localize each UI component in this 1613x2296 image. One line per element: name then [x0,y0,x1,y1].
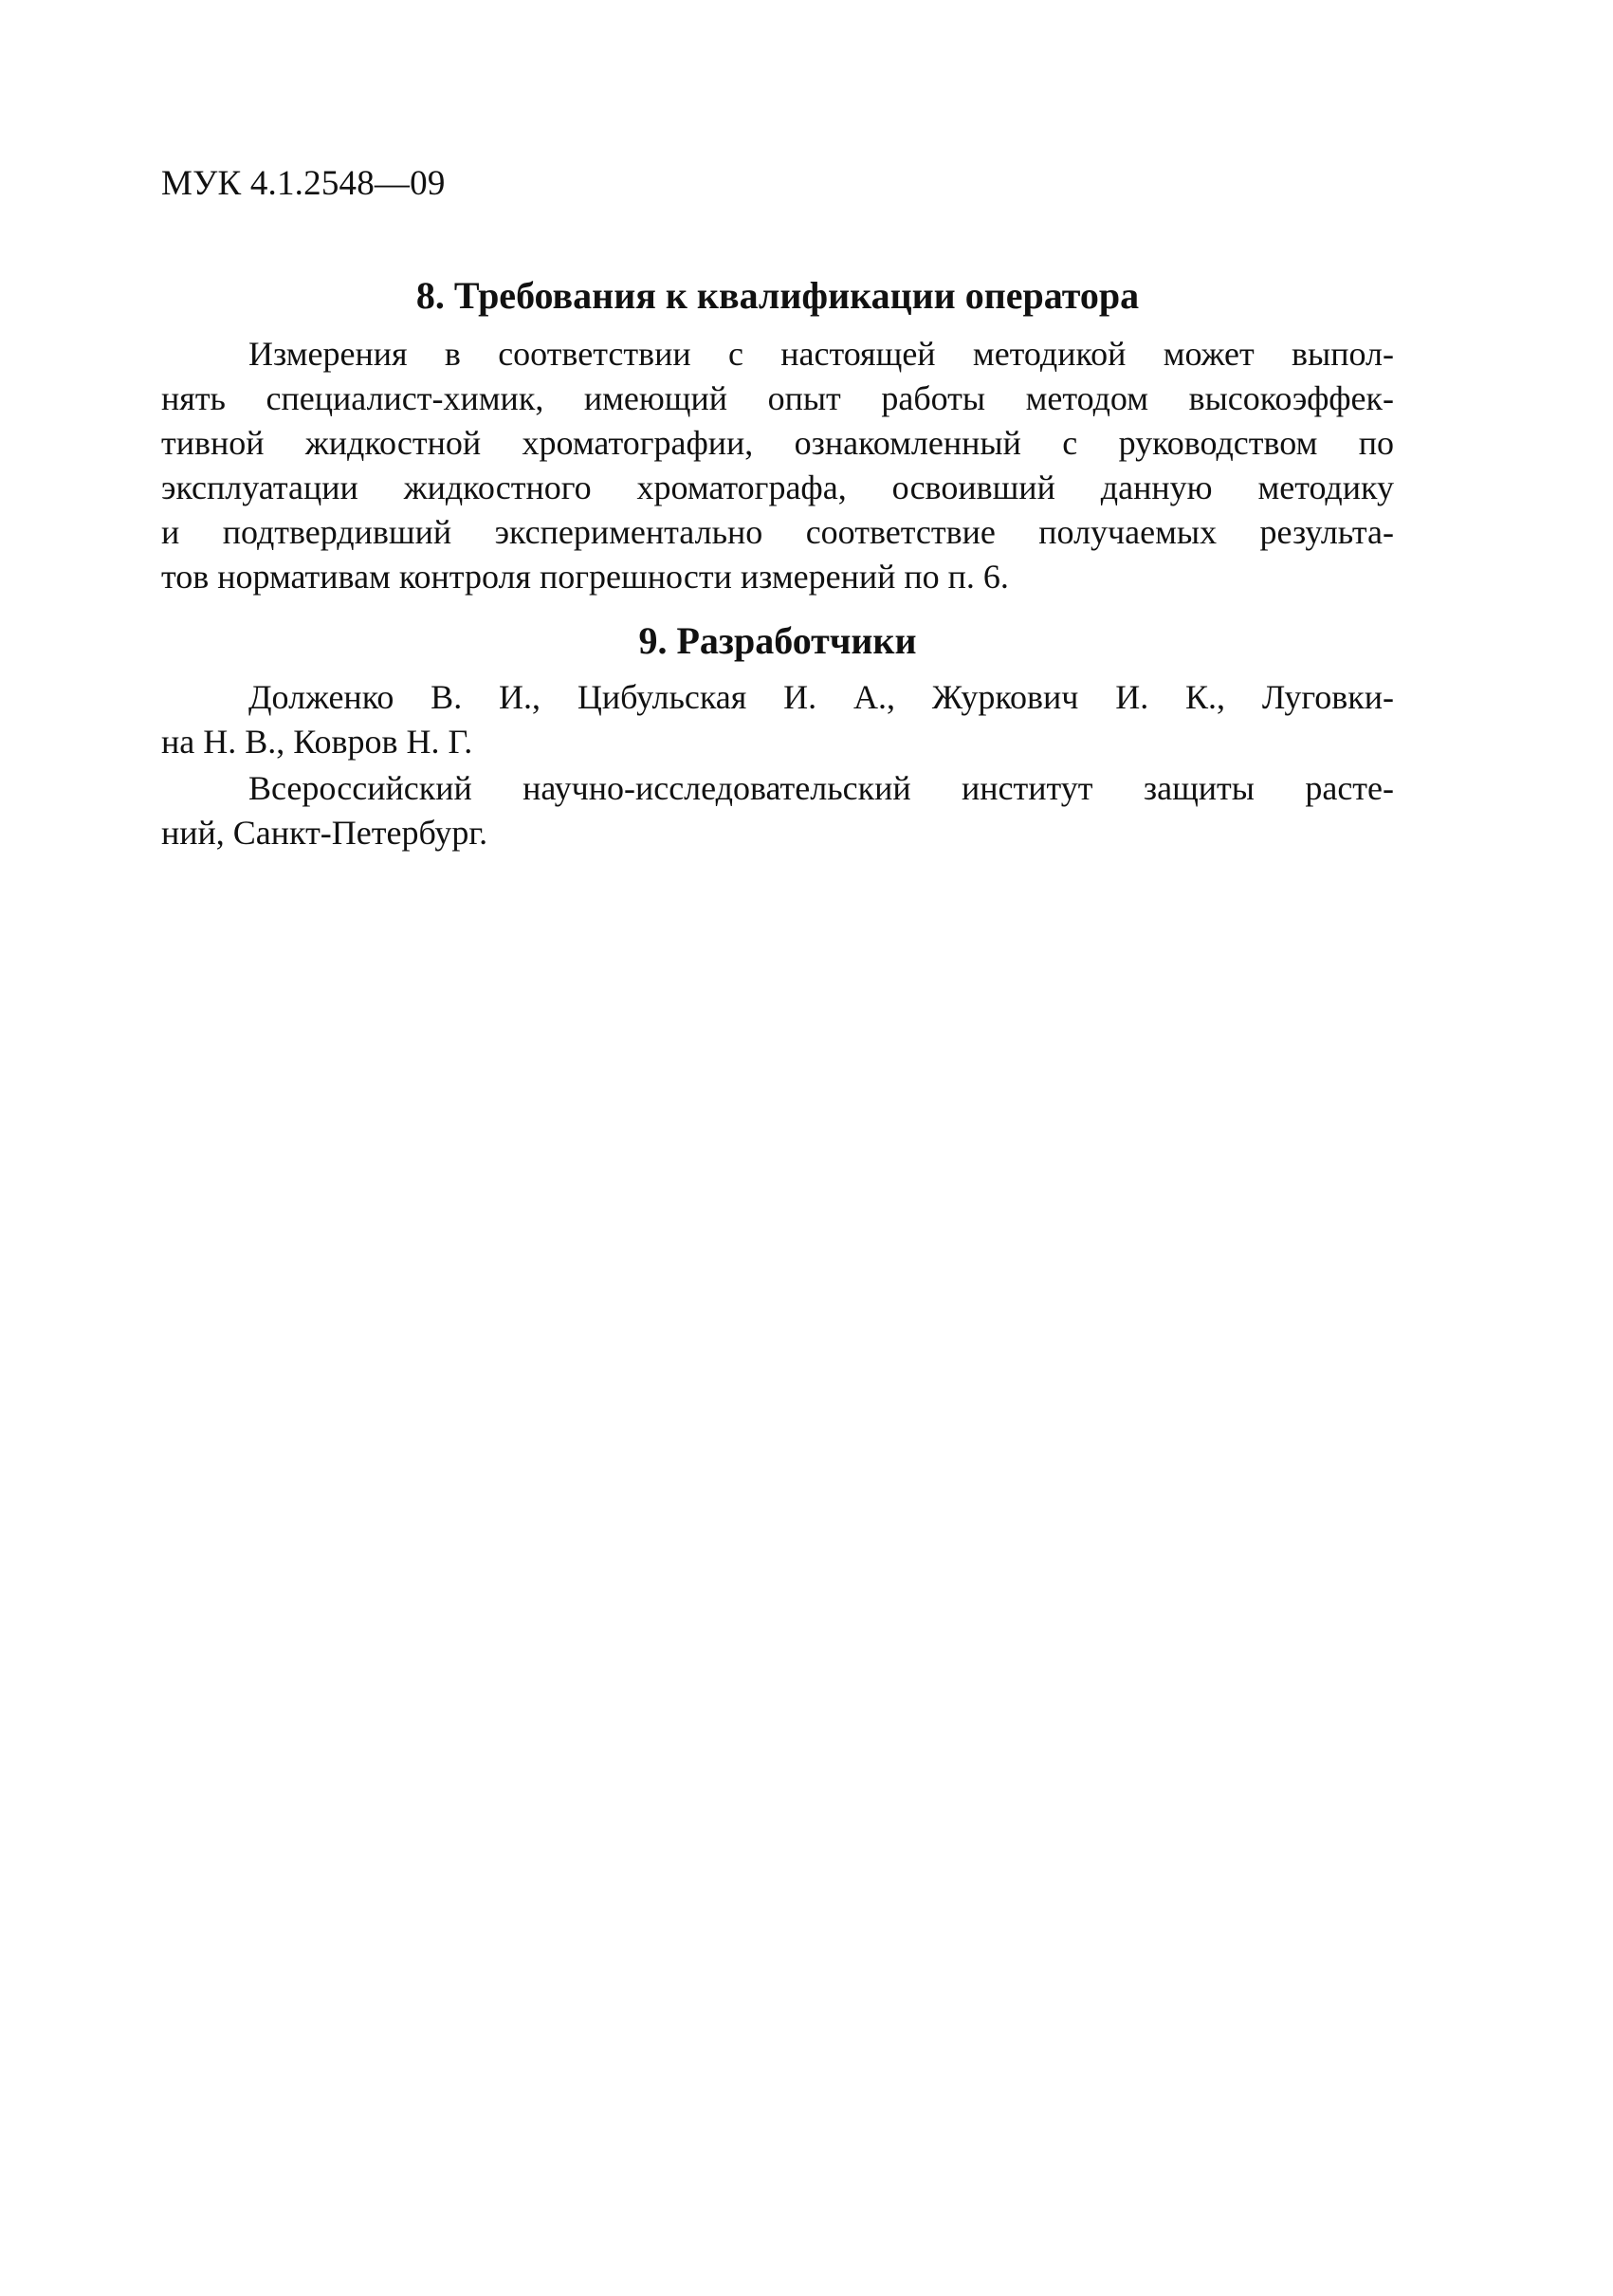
paragraph-line: ний, Санкт-Петербург. [161,814,488,852]
running-header-doc-code: МУК 4.1.2548—09 [161,164,446,203]
developers-institution-paragraph [161,766,1394,855]
section-8-paragraph [161,332,1394,599]
developers-authors-paragraph [161,675,1394,764]
section-heading-operator-qualification: 8. Требования к квалификации оператора [415,274,1140,317]
paragraph-line: Измерения в соответствии с настоящей методикой может выпол- [248,335,1394,373]
section-heading-developers: 9. Разработчики [638,619,917,662]
paragraph-line: и подтвердивший экспериментально соответствие получаемых результа- [161,513,1394,551]
paragraph-line: эксплуатации жидкостного хроматографа, освоивший данную методику [161,468,1394,506]
paragraph-line: нять специалист-химик, имеющий опыт работы методом высокоэффек- [161,379,1394,417]
paragraph-line: на Н. В., Ковров Н. Г. [161,723,473,761]
paragraph-line: тивной жидкостной хроматографии, ознакомленный с руководством по [161,424,1394,462]
paragraph-line: Долженко В. И., Цибульская И. А., Журкович И. К., Луговки- [248,678,1394,716]
paragraph-line: Всероссийский научно-исследовательский институт защиты расте- [248,769,1394,807]
paragraph-line: тов нормативам контроля погрешности измерений по п. 6. [161,558,1009,596]
